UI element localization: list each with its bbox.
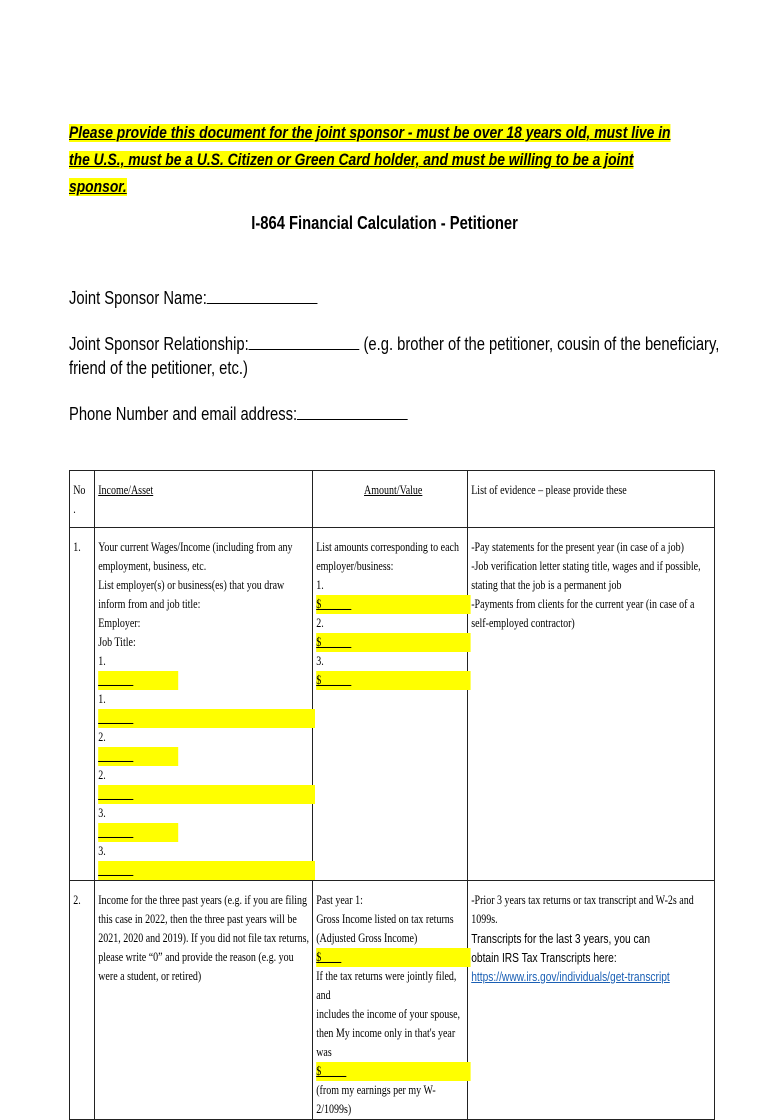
row2-amount-line: (Adjusted Gross Income) — [316, 931, 418, 945]
job-num: 2. — [98, 768, 106, 782]
amount-num: 1. — [316, 578, 324, 592]
row1-income-line: Your current Wages/Income (including from any — [98, 540, 293, 554]
table-row — [70, 881, 715, 1120]
sponsor-name-label: Joint Sponsor Name: — [69, 288, 207, 308]
row2-number: 2. — [73, 893, 81, 907]
relationship-label: Joint Sponsor Relationship: — [69, 334, 249, 354]
sponsor-relationship-field[interactable] — [69, 331, 719, 380]
job-title-3-blank[interactable]: _______ — [98, 861, 315, 880]
row1-evidence-line: -Payments from clients for the current year (in case of a — [471, 597, 695, 611]
row1-amount-line: employer/business: — [316, 559, 394, 573]
amount-num: 2. — [316, 616, 324, 630]
contact-label: Phone Number and email address: — [69, 404, 298, 424]
row1-evidence-line: self-employed contractor) — [471, 616, 575, 630]
row1-number: 1. — [73, 540, 81, 554]
employer-num: 2. — [98, 730, 106, 744]
row2-income-line: 2021, 2020 and 2019). If you did not file tax returns, — [98, 931, 309, 945]
evidence-table — [69, 470, 715, 1120]
row1-income-line: inform from and job title: — [98, 597, 201, 611]
row2-amount-line: If the tax returns were jointly filed, and — [316, 969, 457, 1002]
amount-1-blank[interactable]: $______ — [316, 595, 470, 614]
job-title-label: Job Title: — [98, 635, 136, 649]
notice-line-3: sponsor. — [69, 178, 127, 196]
irs-transcript-link[interactable]: https://www.irs.gov/individuals/get-transcript — [471, 969, 670, 984]
my-income-blank[interactable]: $_____ — [316, 1062, 470, 1081]
row2-amount-line: then My income only in that's year was — [316, 1026, 456, 1059]
row1-amount-line: List amounts corresponding to each — [316, 540, 459, 554]
row2-evidence-line: obtain IRS Tax Transcripts here: — [471, 950, 617, 965]
contact-blank[interactable] — [297, 401, 408, 420]
joint-sponsor-notice — [69, 120, 671, 201]
contact-field[interactable] — [69, 401, 408, 426]
relationship-blank[interactable] — [249, 331, 360, 350]
amount-3-blank[interactable]: $______ — [316, 671, 470, 690]
employer-num: 1. — [98, 654, 106, 668]
amount-2-blank[interactable]: $______ — [316, 633, 470, 652]
relationship-hint-1: (e.g. brother of the petitioner, cousin of the beneficiary, — [363, 334, 720, 354]
amount-num: 3. — [316, 654, 324, 668]
header-income: Income/Asset — [98, 483, 154, 497]
header-evidence: List of evidence – please provide these — [471, 483, 627, 497]
job-title-1-blank[interactable]: _______ — [98, 709, 315, 728]
row2-amount-line: 2/1099s) — [316, 1102, 352, 1116]
row1-evidence-line: stating that the job is a permanent job — [471, 578, 622, 592]
relationship-hint-2: friend of the petitioner, etc.) — [69, 358, 248, 378]
row2-income-line: Income for the three past years (e.g. if you are filing — [98, 893, 308, 907]
agi-blank[interactable]: $____ — [316, 948, 470, 967]
employer-label: Employer: — [98, 616, 141, 630]
row2-evidence-line: Transcripts for the last 3 years, you can — [471, 931, 651, 946]
row2-amount-line: (from my earnings per my W- — [316, 1083, 436, 1097]
row2-amount-line: Past year 1: — [316, 893, 363, 907]
sponsor-name-blank[interactable] — [207, 285, 318, 304]
row2-amount-line: Gross Income listed on tax returns — [316, 912, 454, 926]
job-num: 1. — [98, 692, 106, 706]
row2-income-line: please write “0” and provide the reason (e.g. you — [98, 950, 294, 964]
page-title: I-864 Financial Calculation - Petitioner — [251, 213, 519, 233]
header-no-dot: . — [73, 502, 76, 516]
employer-num: 3. — [98, 806, 106, 820]
notice-line-1: Please provide this document for the joint sponsor - must be over 18 years old, must live in — [69, 124, 671, 142]
row2-amount-line: includes the income of your spouse, — [316, 1007, 461, 1021]
employer-3-blank[interactable]: _______ — [98, 823, 178, 842]
row1-evidence-line: -Job verification letter stating title, wages and if possible, — [471, 559, 701, 573]
row1-income-line: employment, business, etc. — [98, 559, 207, 573]
employer-1-blank[interactable]: _______ — [98, 671, 178, 690]
table-header-row — [70, 471, 715, 528]
row2-evidence-line: -Prior 3 years tax returns or tax transcript and W-2s and — [471, 893, 694, 907]
row2-evidence-line: 1099s. — [471, 912, 498, 926]
header-no: No — [73, 483, 86, 497]
row1-income-line: List employer(s) or business(es) that you draw — [98, 578, 285, 592]
job-num: 3. — [98, 844, 106, 858]
notice-line-2: the U.S., must be a U.S. Citizen or Green Card holder, and must be willing to be a joint — [69, 151, 634, 169]
job-title-2-blank[interactable]: _______ — [98, 785, 315, 804]
sponsor-name-field[interactable] — [69, 285, 318, 310]
row2-income-line: were a student, or retired) — [98, 969, 202, 983]
header-amount: Amount/Value — [364, 483, 423, 497]
employer-2-blank[interactable]: _______ — [98, 747, 178, 766]
table-row — [70, 528, 715, 881]
row2-income-line: this case in 2022, then the three past years will be — [98, 912, 297, 926]
row1-evidence-line: -Pay statements for the present year (in case of a job) — [471, 540, 684, 554]
